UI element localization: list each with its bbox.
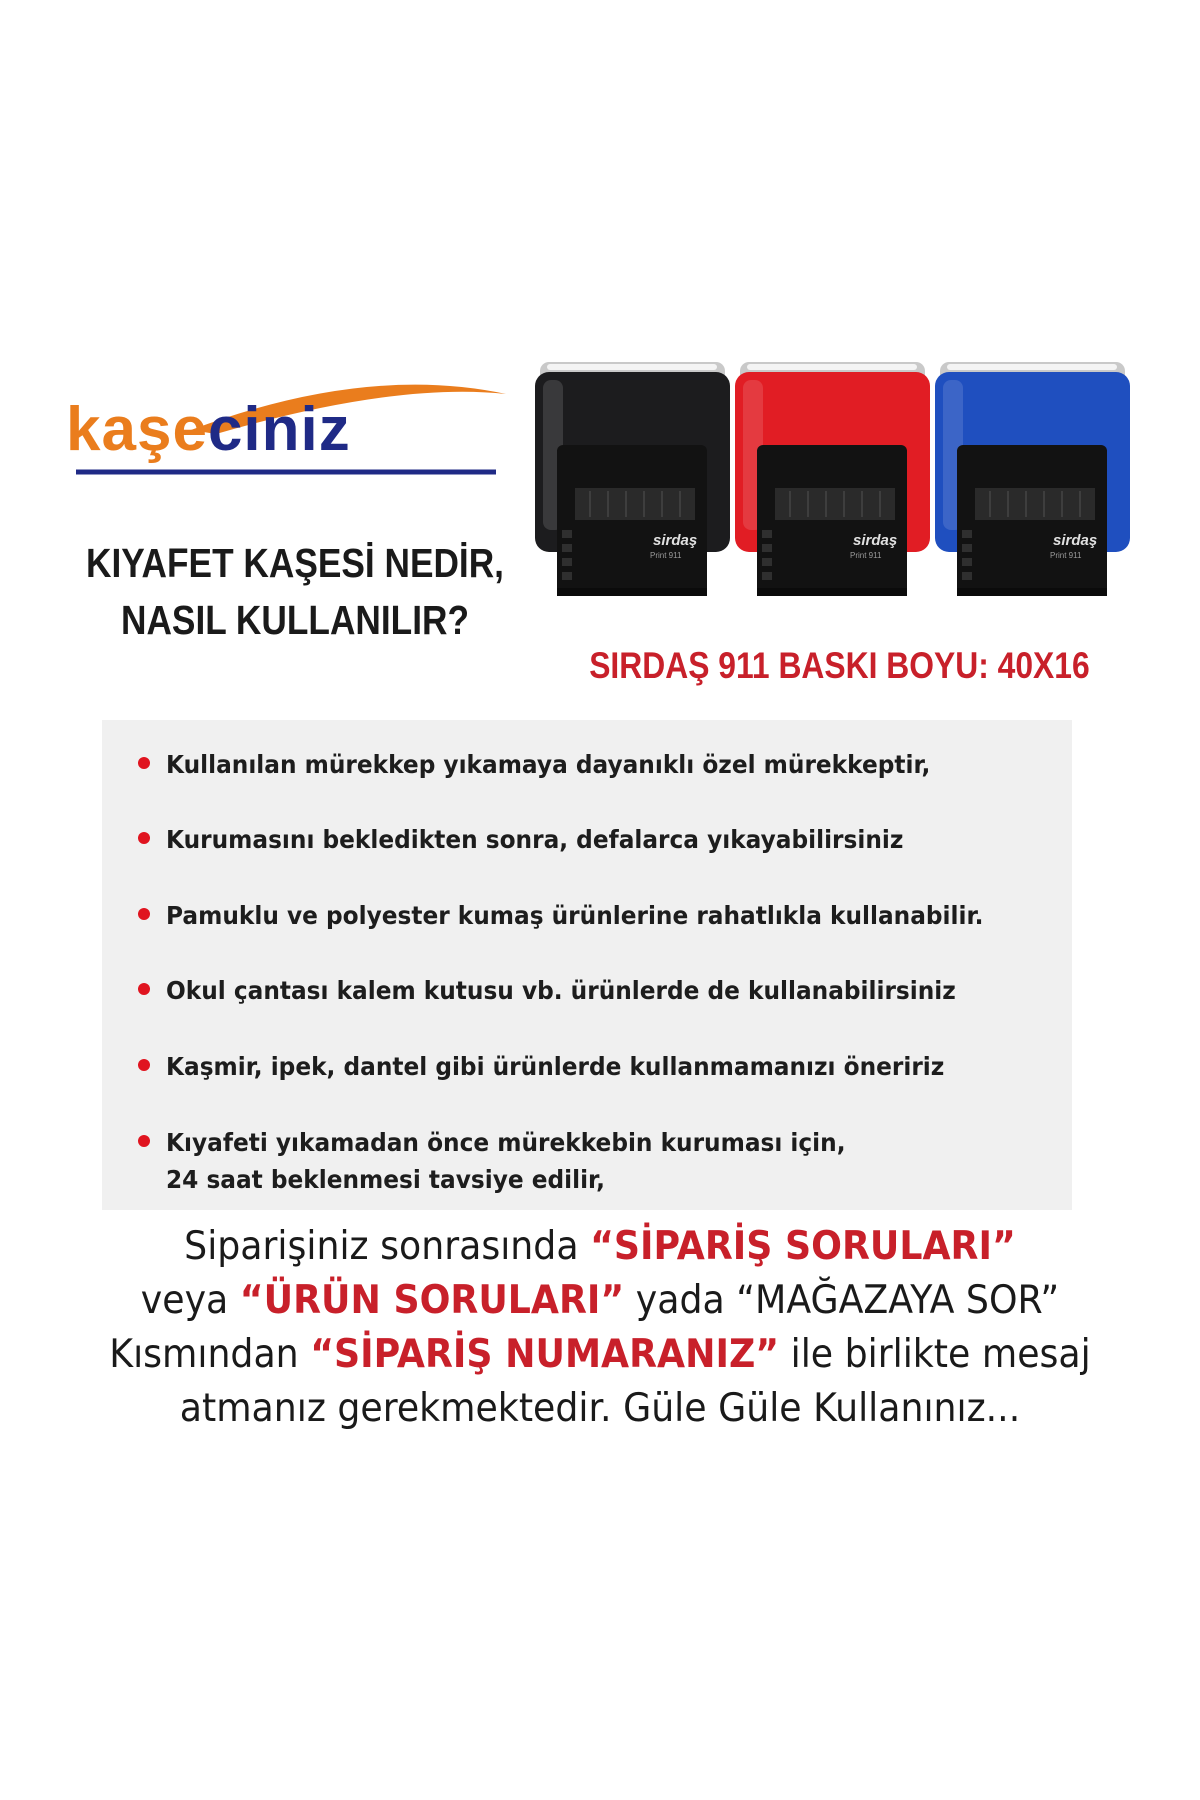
logo-wordmark <box>66 394 351 465</box>
stamp-blue <box>935 362 1130 596</box>
product-size-caption: SIRDAŞ 911 BASKI BOYU: 40X16 <box>589 645 1090 686</box>
instruction-text: veya <box>140 1278 240 1323</box>
page-headline <box>76 535 515 649</box>
stamp-products-image <box>535 350 1135 610</box>
bullet-dot-icon <box>138 1135 150 1147</box>
bullet-dot-icon <box>138 908 150 920</box>
highlight-siparis-sorulari: “SİPARİŞ SORULARI” <box>590 1224 1016 1269</box>
stamp-brand-label: sirdaş <box>853 532 898 549</box>
info-bullet-item <box>138 1124 897 1198</box>
info-bullet-item <box>138 972 1015 1009</box>
stamp-model-label: Print 911 <box>1050 551 1082 560</box>
info-panel <box>102 720 1072 1210</box>
bullet-dot-icon <box>138 832 150 844</box>
instruction-text: Siparişiniz sonrasında <box>184 1224 591 1269</box>
stamp-brand-label: sirdaş <box>653 532 698 549</box>
bullet-text: Kaşmir, ipek, dantel gibi ürünlerde kullanmamanızı öneririz <box>166 1052 945 1081</box>
stamp-black <box>535 362 730 596</box>
instruction-line-4: atmanız gerekmektedir. Güle Güle Kullanınız... <box>179 1386 1021 1431</box>
bullet-dot-icon <box>138 983 150 995</box>
info-bullet-item <box>138 897 1045 934</box>
order-instructions <box>40 1220 1160 1436</box>
info-bullet-item <box>138 746 988 783</box>
bullet-text: Kıyafeti yıkamadan önce mürekkebin kuruması için, <box>166 1128 846 1157</box>
brand-logo <box>66 372 516 482</box>
stamp-brand-label: sirdaş <box>1053 532 1098 549</box>
bullet-dot-icon <box>138 1059 150 1071</box>
bullet-text: Kullanılan mürekkep yıkamaya dayanıklı özel mürekkeptir, <box>166 750 931 779</box>
bullet-text: Kurumasını bekledikten sonra, defalarca yıkayabilirsiniz <box>166 825 904 854</box>
instruction-text: yada “MAĞAZAYA SOR” <box>624 1278 1060 1323</box>
stamp-model-label: Print 911 <box>850 551 882 560</box>
bullet-text: Okul çantası kalem kutusu vb. ürünlerde de kullanabilirsiniz <box>166 976 956 1005</box>
bullet-dot-icon <box>138 757 150 769</box>
headline-line-2: NASIL KULLANILIR? <box>120 597 470 643</box>
info-bullet-item <box>138 1048 1003 1085</box>
info-bullet-item <box>138 821 959 858</box>
stamp-red <box>735 362 930 596</box>
bullet-text: Pamuklu ve polyester kumaş ürünlerine rahatlıkla kullanabilir. <box>166 901 984 930</box>
instruction-line-1 <box>79 1220 1121 1274</box>
logo-text-navy: ciniz <box>207 395 351 464</box>
instruction-line-2 <box>79 1274 1121 1328</box>
instruction-line-3 <box>79 1328 1121 1382</box>
stamp-model-label: Print 911 <box>650 551 682 560</box>
headline-line-1: KIYAFET KAŞESİ NEDİR, <box>86 540 504 586</box>
logo-text-orange: kaşe <box>66 395 208 464</box>
bullet-text-continuation: 24 saat beklenmesi tavsiye edilir, <box>166 1165 605 1194</box>
highlight-urun-sorulari: “ÜRÜN SORULARI” <box>239 1278 625 1323</box>
instruction-text: Kısmından <box>109 1332 311 1377</box>
highlight-siparis-numaraniz: “SİPARİŞ NUMARANIZ” <box>310 1332 780 1377</box>
instruction-text: ile birlikte mesaj <box>779 1332 1091 1377</box>
